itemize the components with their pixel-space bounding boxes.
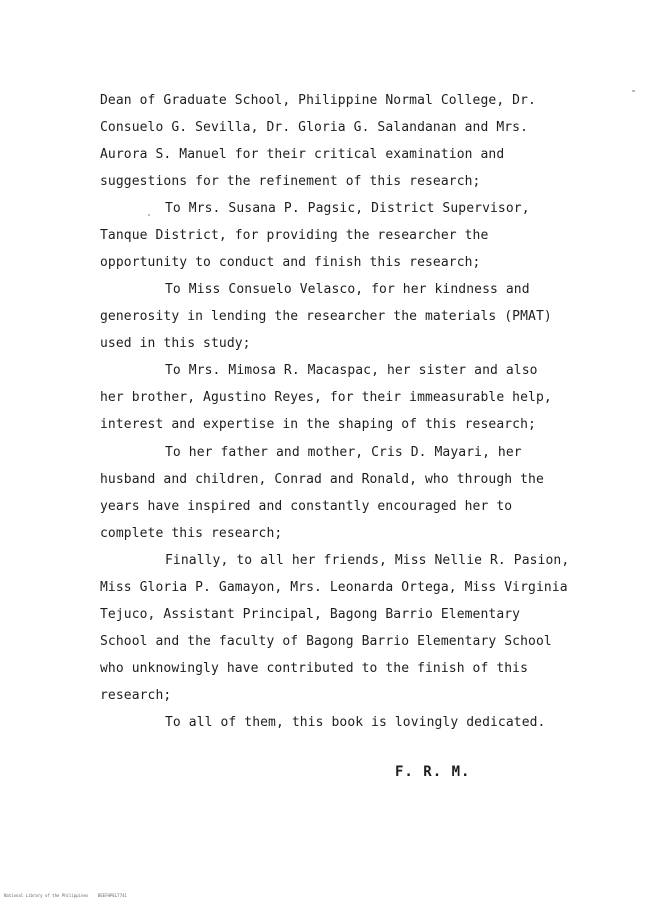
text-line: her brother, Agustino Reyes, for their immeasurable help, [100,390,552,405]
text-line: complete this research; [100,526,283,541]
text-line: opportunity to conduct and finish this research; [100,255,481,270]
text-line: To Mrs. Susana P. Pagsic, District Supervisor, [165,201,530,216]
text-line: Aurora S. Manuel for their critical examination and [100,147,505,162]
text-line: husband and children, Conrad and Ronald, who through the [100,472,544,487]
text-line: Tanque District, for providing the researcher the [100,228,489,243]
text-line: Finally, to all her friends, Miss Nellie R. Pasion, [165,553,570,568]
text-line: School and the faculty of Bagong Barrio Elementary School [100,634,552,649]
text-line: To Miss Consuelo Velasco, for her kindness and [165,282,530,297]
text-line: years have inspired and constantly encouraged her to [100,499,513,514]
text-line: suggestions for the refinement of this research; [100,174,481,189]
text-line: Tejuco, Assistant Principal, Bagong Barrio Elementary [100,607,521,622]
text-line: who unknowingly have contributed to the finish of this [100,661,529,676]
text-line: research; [100,688,172,703]
text-line: To her father and mother, Cris D. Mayari, her [165,445,522,460]
text-line: used in this study; [100,336,251,351]
text-line: Dean of Graduate School, Philippine Normal College, Dr. [100,93,536,108]
text-line: generosity in lending the researcher the materials (PMAT) [100,309,552,324]
text-line: Consuelo G. Sevilla, Dr. Gloria G. Salandanan and Mrs. [100,120,529,135]
text-line: interest and expertise in the shaping of this research; [100,417,536,432]
signature-initials: F. R. M. [395,764,471,780]
scan-speck [632,90,635,92]
scan-speck [148,214,150,216]
text-line: Miss Gloria P. Gamayon, Mrs. Leonarda Ortega, Miss Virginia [100,580,568,595]
footer-library-stamp: National Library of the Philippines BEEFHPEL7741 [4,893,127,898]
text-line: To all of them, this book is lovingly dedicated. [165,715,546,730]
text-line: To Mrs. Mimosa R. Macaspac, her sister and also [165,363,538,378]
